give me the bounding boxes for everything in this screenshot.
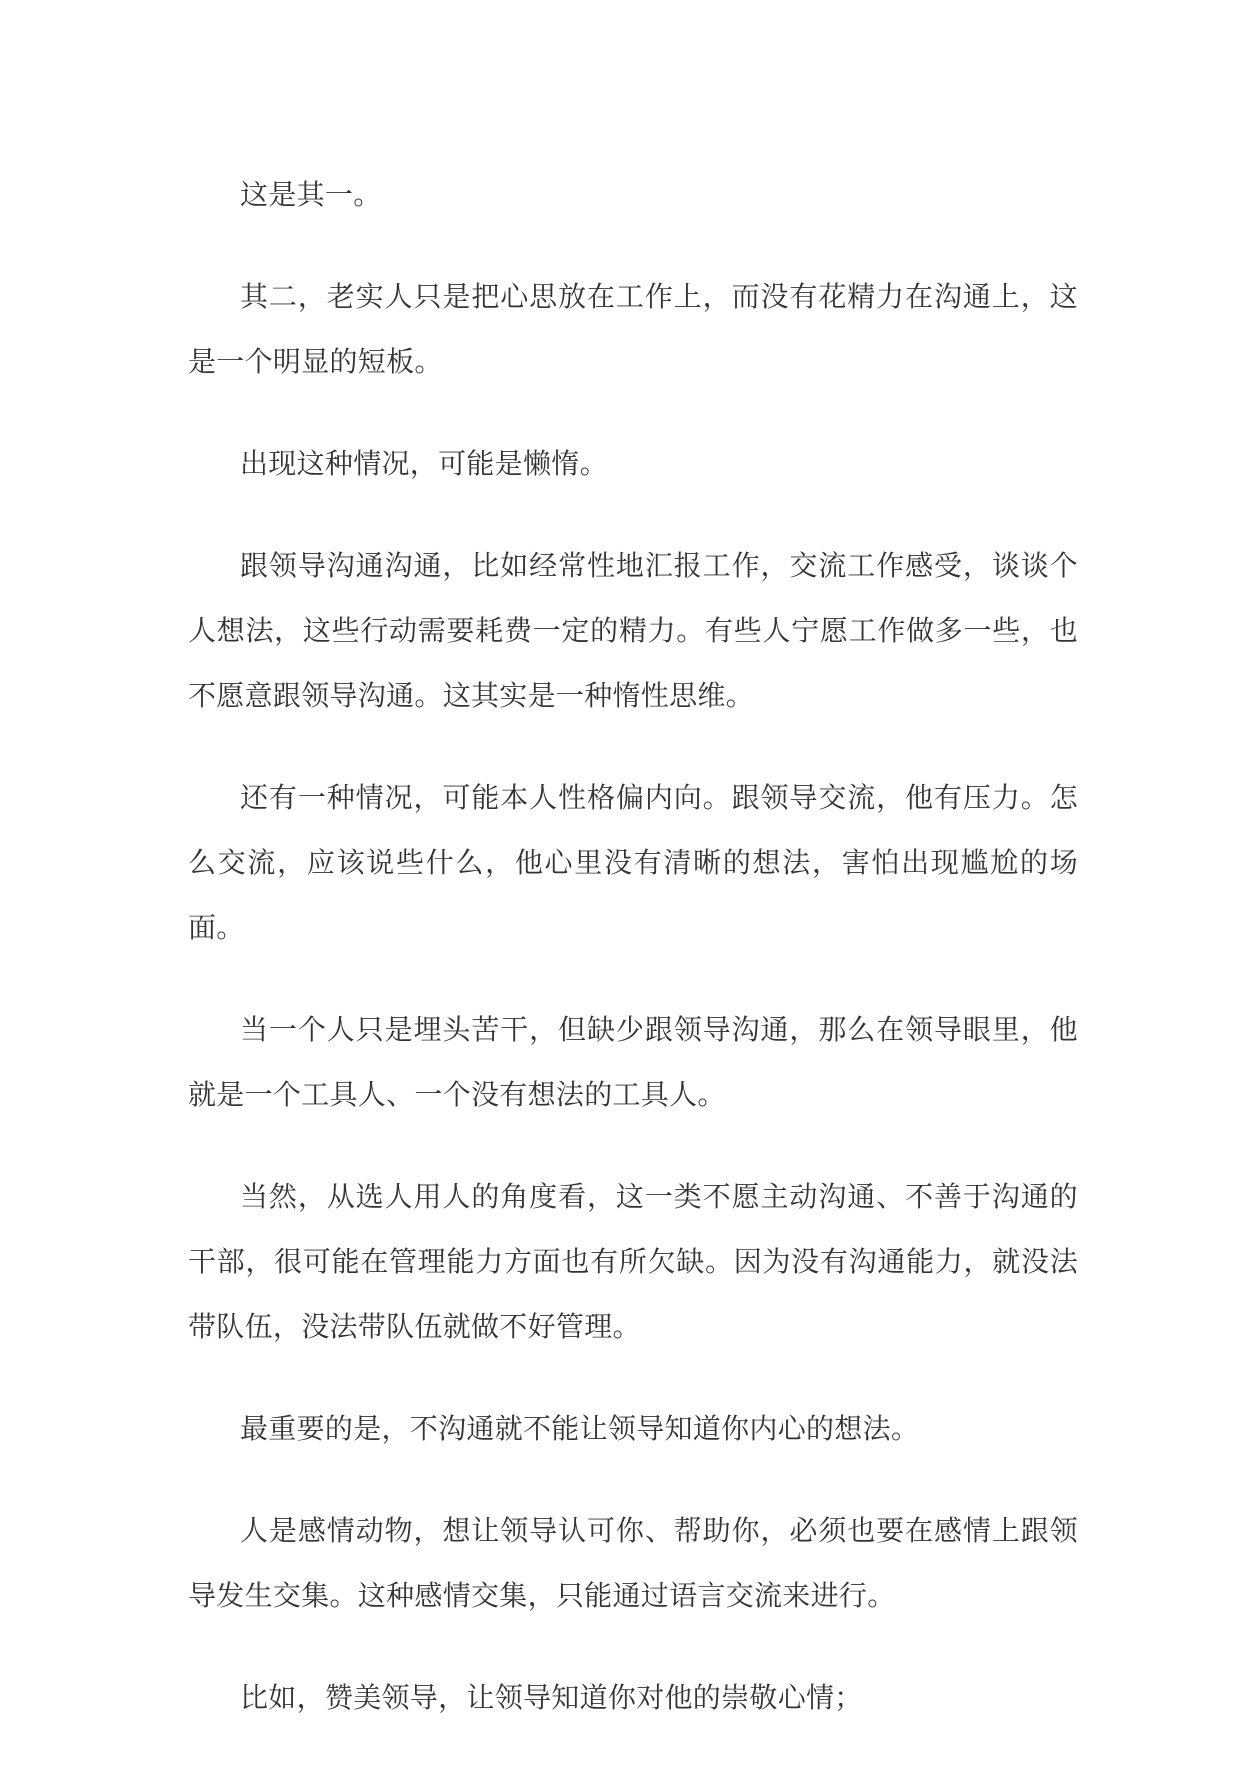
paragraph-1: 这是其一。 [240, 178, 382, 211]
paragraph-2: 其二，老实人只是把心思放在工作上，而没有花精力在沟通上，这是一个明显的短板。 [188, 280, 1078, 378]
paragraph-9: 人是感情动物，想让领导认可你、帮助你，必须也要在感情上跟领导发生交集。这种感情交集，只能通过语言交流来进行。 [188, 1514, 1078, 1612]
paragraph-8: 最重要的是，不沟通就不能让领导知道你内心的想法。 [240, 1412, 920, 1445]
document-body [188, 162, 1078, 1767]
paragraph-4: 跟领导沟通沟通，比如经常性地汇报工作，交流工作感受，谈谈个人想法，这些行动需要耗费一定的精力。有些人宁愿工作做多一些，也不愿意跟领导沟通。这其实是一种惰性思维。 [188, 549, 1078, 712]
paragraph-6: 当一个人只是埋头苦干，但缺少跟领导沟通，那么在领导眼里，他就是一个工具人、一个没有想法的工具人。 [188, 1013, 1078, 1111]
paragraph-10: 比如，赞美领导，让领导知道你对他的崇敬心情； [240, 1681, 863, 1714]
paragraph-7: 当然，从选人用人的角度看，这一类不愿主动沟通、不善于沟通的干部，很可能在管理能力方面也有所欠缺。因为没有沟通能力，就没法带队伍，没法带队伍就做不好管理。 [188, 1180, 1078, 1343]
paragraph-5: 还有一种情况，可能本人性格偏内向。跟领导交流，他有压力。怎么交流，应该说些什么，他心里没有清晰的想法，害怕出现尴尬的场面。 [188, 781, 1078, 944]
paragraph-3: 出现这种情况，可能是懒惰。 [240, 447, 608, 480]
